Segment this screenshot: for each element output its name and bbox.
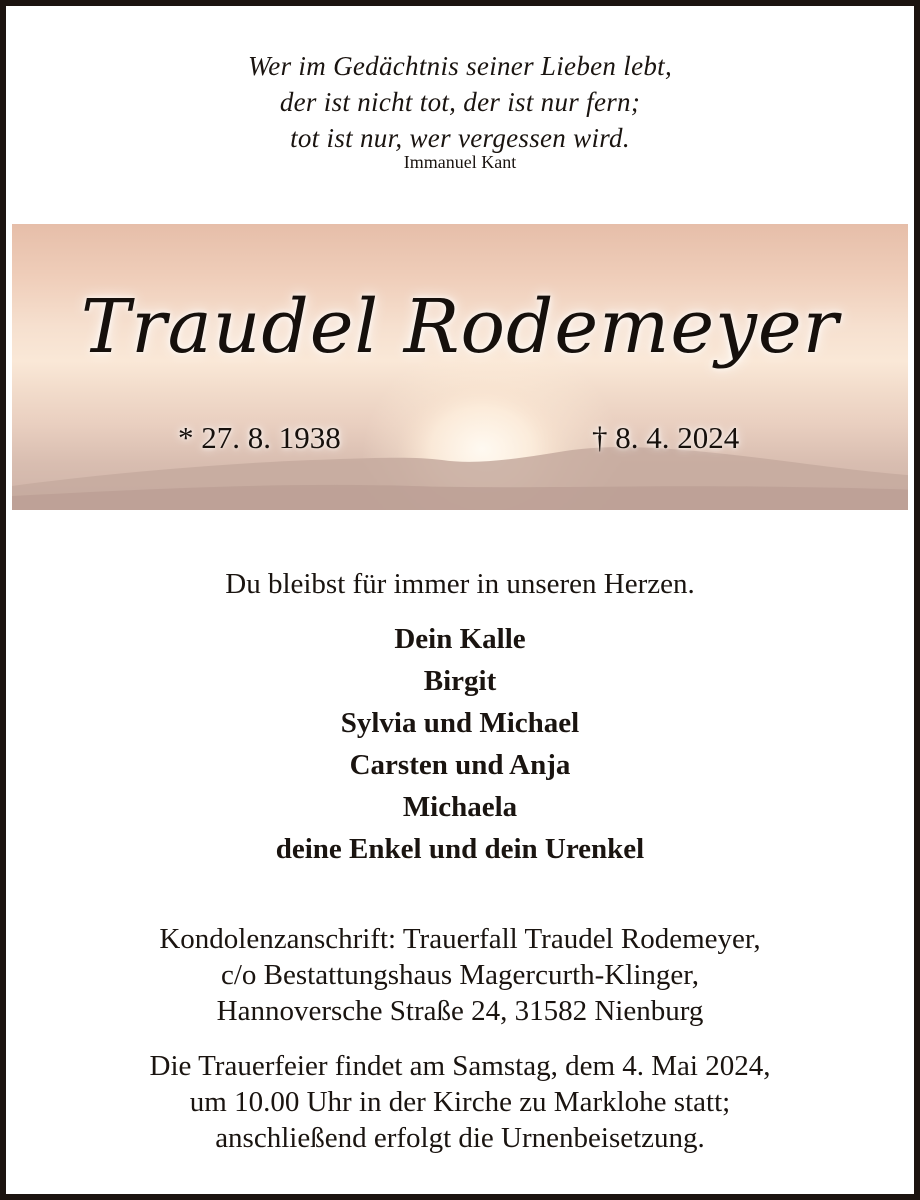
quote-line: Wer im Gedächtnis seiner Lieben lebt,	[247, 51, 673, 81]
mourner-name: Birgit	[423, 665, 497, 697]
mourner-name: Michaela	[402, 791, 518, 823]
address-line: Hannoversche Straße 24, 31582 Nienburg	[216, 995, 704, 1027]
mourner-name: deine Enkel und dein Urenkel	[275, 833, 645, 865]
address-line: c/o Bestattungshaus Magercurth-Klinger,	[220, 959, 700, 991]
death-date: † 8. 4. 2024	[592, 420, 740, 455]
quote-line: tot ist nur, wer vergessen wird.	[290, 123, 630, 153]
sunset-banner	[12, 224, 908, 510]
birth-date: * 27. 8. 1938	[178, 420, 341, 455]
mourner-name: Sylvia und Michael	[340, 707, 580, 739]
quote-author: Immanuel Kant	[403, 152, 517, 172]
ceremony-line: Die Trauerfeier findet am Samstag, dem 4. Mai 2024,	[149, 1050, 771, 1082]
ceremony-line: um 10.00 Uhr in der Kirche zu Marklohe statt;	[189, 1086, 731, 1118]
mourner-name: Carsten und Anja	[349, 749, 571, 781]
epigraph-quote	[6, 48, 914, 156]
mourner-name: Dein Kalle	[394, 623, 526, 655]
quote-line: der ist nicht tot, der ist nur fern;	[279, 87, 641, 117]
mourners-list	[6, 618, 914, 870]
address-line: Kondolenzanschrift: Trauerfall Traudel Rodemeyer,	[159, 923, 761, 955]
deceased-name: Traudel Rodemeyer	[80, 284, 840, 370]
funeral-service-info	[6, 1048, 914, 1156]
memorial-motto: Du bleibst für immer in unseren Herzen.	[225, 568, 695, 600]
ceremony-line: anschließend erfolgt die Urnenbeisetzung.	[215, 1122, 705, 1154]
condolence-address	[6, 921, 914, 1029]
